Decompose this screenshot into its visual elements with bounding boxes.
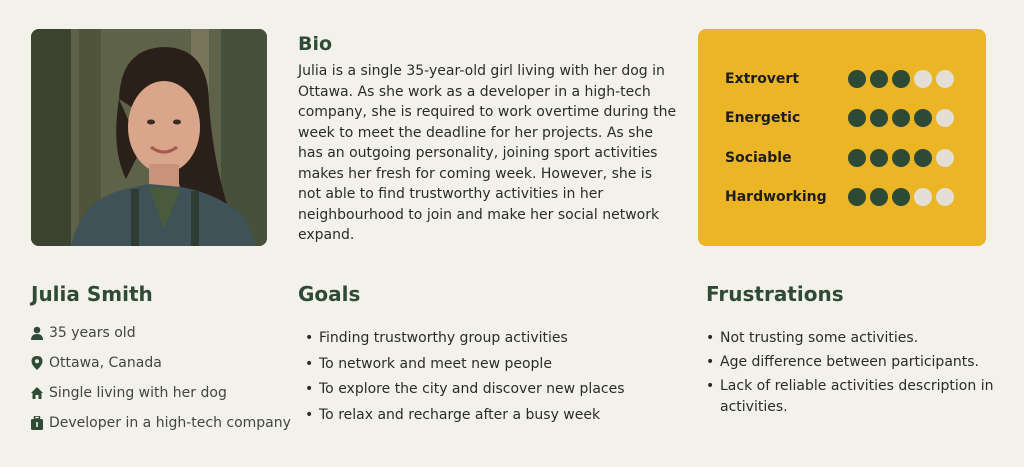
trait-sociable — [725, 148, 965, 170]
rating-dot-filled — [870, 70, 888, 88]
profile-photo — [31, 29, 267, 246]
profile-photo-illustration — [31, 29, 267, 246]
rating-dot-filled — [914, 109, 932, 127]
info-text: Single living with her dog — [49, 385, 227, 401]
rating-dot-filled — [848, 149, 866, 167]
profile-name: Julia Smith — [31, 282, 153, 306]
rating-dot-filled — [848, 109, 866, 127]
rating-dot-filled — [870, 149, 888, 167]
rating-dot-empty — [914, 70, 932, 88]
frustration-item: • Age difference between participants. — [706, 352, 1006, 373]
rating-dot-filled — [892, 149, 910, 167]
info-text: Developer in a high-tech company — [49, 415, 291, 431]
rating-dot-empty — [914, 188, 932, 206]
bio-section — [298, 33, 678, 246]
goal-item: • To explore the city and discover new places — [298, 379, 678, 399]
trait-label: Hardworking — [725, 189, 827, 205]
rating-dot-empty — [936, 188, 954, 206]
info-job — [31, 408, 291, 438]
rating-dot-filled — [892, 70, 910, 88]
goal-item: • Finding trustworthy group activities — [298, 328, 678, 348]
info-living — [31, 378, 291, 408]
info-text: 35 years old — [49, 325, 136, 341]
trait-rating — [848, 109, 954, 127]
trait-rating — [848, 188, 954, 206]
trait-hardworking — [725, 187, 965, 209]
rating-dot-empty — [936, 70, 954, 88]
rating-dot-filled — [848, 188, 866, 206]
rating-dot-filled — [870, 188, 888, 206]
trait-label: Sociable — [725, 150, 792, 166]
goals-list — [298, 328, 678, 425]
home-icon — [31, 386, 43, 400]
frustrations-title: Frustrations — [706, 282, 844, 306]
rating-dot-filled — [892, 188, 910, 206]
profile-section — [31, 282, 291, 438]
person-icon — [31, 326, 43, 340]
rating-dot-filled — [892, 109, 910, 127]
rating-dot-filled — [870, 109, 888, 127]
location-pin-icon — [31, 356, 43, 370]
info-age — [31, 318, 291, 348]
frustration-item: • Lack of reliable activities description in activities. — [706, 376, 1006, 418]
trait-label: Extrovert — [725, 71, 800, 87]
trait-extrovert — [725, 69, 965, 91]
rating-dot-filled — [914, 149, 932, 167]
goals-title: Goals — [298, 282, 361, 306]
bio-text: Julia is a single 35-year-old girl living with her dog in Ottawa. As she work as a developer in a high-tech company, she is required to work overtime during the week to meet the deadline for her projects. As she has an outgoing personality, joining sport activities makes her fresh for coming week. However, she is not able to find trustworthy activities in her neighbourhood to join and make her social network expand. — [298, 63, 677, 243]
info-location — [31, 348, 291, 378]
rating-dot-empty — [936, 149, 954, 167]
goals-section — [298, 282, 678, 430]
rating-dot-empty — [936, 109, 954, 127]
bio-title: Bio — [298, 33, 333, 55]
goal-item: • To network and meet new people — [298, 354, 678, 374]
frustrations-section — [706, 282, 1006, 421]
info-text: Ottawa, Canada — [49, 355, 162, 371]
trait-rating — [848, 149, 954, 167]
traits-card — [698, 29, 986, 246]
trait-energetic — [725, 108, 965, 130]
trait-rating — [848, 70, 954, 88]
goal-item: • To relax and recharge after a busy week — [298, 405, 678, 425]
rating-dot-filled — [848, 70, 866, 88]
frustration-item: • Not trusting some activities. — [706, 328, 1006, 349]
trait-label: Energetic — [725, 110, 801, 126]
briefcase-icon — [31, 416, 43, 430]
frustrations-list — [706, 328, 1006, 418]
